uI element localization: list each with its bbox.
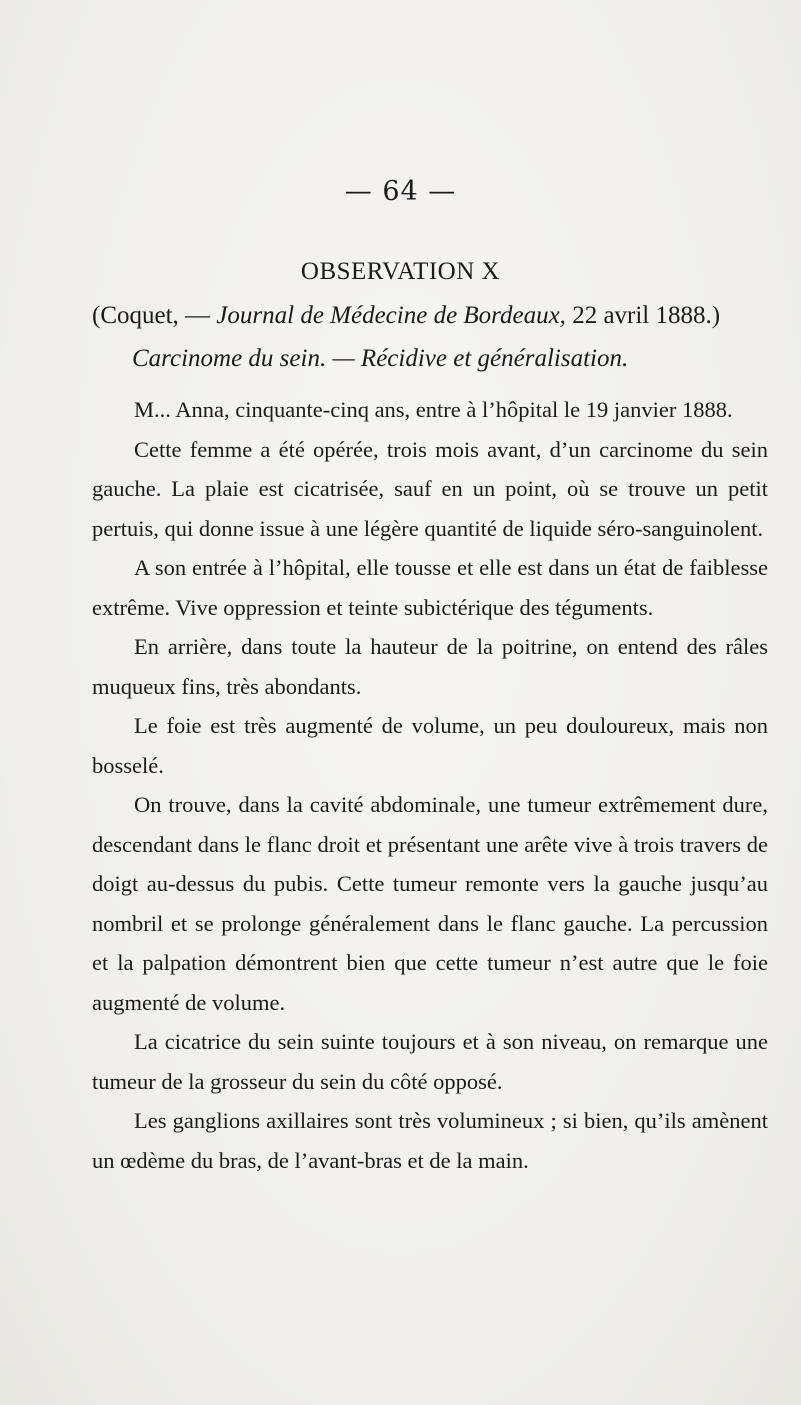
paragraph: Le foie est très augmenté de volume, un peu douloureux, mais non bosselé. xyxy=(92,713,768,778)
diagnosis-right: — Récidive et généralisation. xyxy=(326,345,629,372)
paragraph: A son entrée à l’hôpital, elle tousse et elle est dans un état de faiblesse extrême. Vive oppression et teinte subictérique des téguments. xyxy=(92,555,768,620)
paragraph: On trouve, dans la cavité abdominale, une tumeur extrêmement dure, descendant dans le flanc droit et présentant une arête vive à trois travers de doigt au-dessus du pubis. Cette tumeur remonte vers la gauche jusqu’au nombril et se prolonge généralement dans le flanc gauche. La percussion et la palpation démontrent bien que cette tumeur n’est autre que le foie augmenté de volume. xyxy=(92,792,768,1015)
page-number: — 64 — xyxy=(344,176,457,207)
paragraph: M... Anna, cinquante-cinq ans, entre à l’hôpital le 19 janvier 1888. xyxy=(134,397,733,422)
reference-journal: Journal de Médecine de Bordeaux, xyxy=(216,302,566,329)
diagnosis-left: Carcinome du sein. xyxy=(132,345,327,372)
paragraph: La cicatrice du sein suinte toujours et à son niveau, on remarque une tumeur de la grosseur du sein du côté opposé. xyxy=(92,1029,768,1094)
reference-line xyxy=(92,302,772,330)
observation-body xyxy=(92,390,768,1180)
reference-date: 22 avril 1888.) xyxy=(565,302,721,329)
observation-title: OBSERVATION X xyxy=(300,258,501,285)
paragraph: En arrière, dans toute la hauteur de la poitrine, on entend des râles muqueux fins, très abondants. xyxy=(92,634,768,699)
reference-author: (Coquet, — xyxy=(92,302,217,329)
paragraph: Cette femme a été opérée, trois mois avant, d’un carcinome du sein gauche. La plaie est cicatrisée, sauf en un point, où se trouve un petit pertuis, qui donne issue à une légère quantité de liquide séro-sanguinolent. xyxy=(92,436,768,541)
diagnosis-line xyxy=(132,345,801,373)
paragraph: Les ganglions axillaires sont très volumineux ; si bien, qu’ils amènent un œdème du bras, de l’avant-bras et de la main. xyxy=(92,1108,768,1173)
